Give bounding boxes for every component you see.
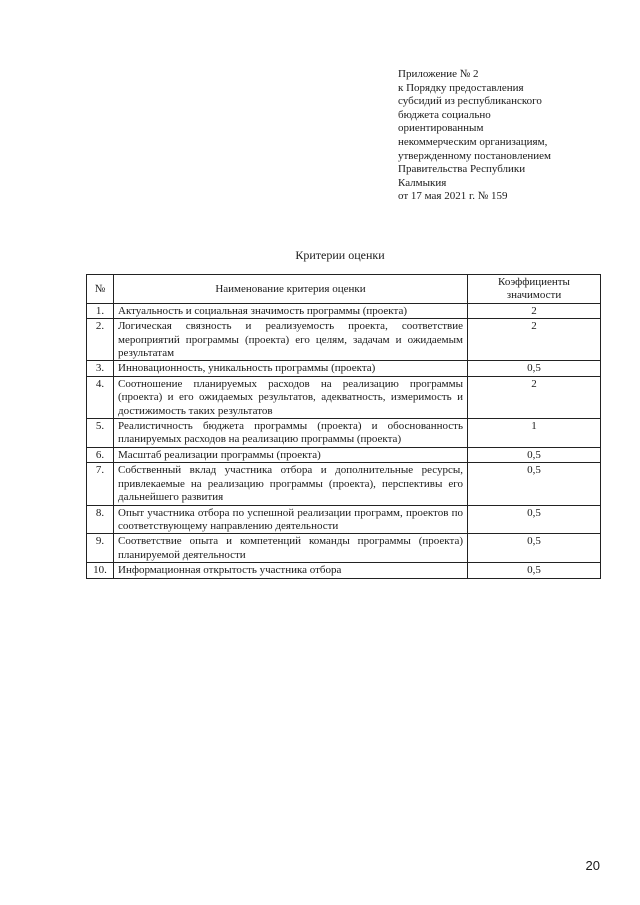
appendix-line: ориентированным: [398, 122, 484, 135]
table-row: [87, 419, 601, 448]
appendix-line: Правительства Республики: [398, 163, 526, 176]
table-row: [87, 447, 601, 462]
table-header-row: [87, 275, 601, 304]
coefficient-value: 0,5: [468, 505, 601, 534]
coefficient-value: 0,5: [468, 463, 601, 505]
criterion-name: Инновационность, уникальность программы (проекта): [114, 361, 468, 376]
row-number: 7.: [87, 463, 114, 505]
table-row: [87, 361, 601, 376]
appendix-line: Калмыкия: [398, 176, 447, 189]
criterion-name: Масштаб реализации программы (проекта): [114, 447, 468, 462]
header-criterion-name: Наименование критерия оценки: [114, 275, 468, 304]
appendix-line: утвержденному постановлением: [398, 149, 551, 162]
appendix-block: [398, 68, 598, 204]
row-number: 6.: [87, 447, 114, 462]
row-number: 2.: [87, 319, 114, 361]
header-coefficient: Коэффициенты значимости: [468, 275, 601, 304]
coefficient-value: 1: [468, 419, 601, 448]
table-row: [87, 563, 601, 578]
table-row: [87, 534, 601, 563]
criterion-name: Логическая связность и реализуемость проекта, соответствие мероприятий программы (проекта) его целям, задачам и ожидаемым результатам: [114, 319, 468, 361]
coefficient-value: 0,5: [468, 534, 601, 563]
coefficient-value: 2: [468, 376, 601, 418]
coefficient-value: 0,5: [468, 447, 601, 462]
criterion-name: Реалистичность бюджета программы (проекта) и обоснованность планируемых расходов на реализацию программы (проекта): [114, 419, 468, 448]
criterion-name: Соотношение планируемых расходов на реализацию программы (проекта) и его ожидаемых результатов, адекватность, измеримость и достижимость таких результатов: [114, 376, 468, 418]
appendix-line: субсидий из республиканского: [398, 95, 542, 108]
document-title: Критерии оценки: [295, 248, 385, 262]
row-number: 9.: [87, 534, 114, 563]
row-number: 1.: [87, 303, 114, 318]
criterion-name: Информационная открытость участника отбора: [114, 563, 468, 578]
criteria-table: [86, 274, 601, 579]
header-number: №: [87, 275, 114, 304]
table-row: [87, 303, 601, 318]
criteria-table-body: [87, 303, 601, 578]
criterion-name: Актуальность и социальная значимость программы (проекта): [114, 303, 468, 318]
table-row: [87, 505, 601, 534]
row-number: 5.: [87, 419, 114, 448]
coefficient-value: 2: [468, 319, 601, 361]
appendix-line: некоммерческим организациям,: [398, 135, 548, 148]
row-number: 10.: [87, 563, 114, 578]
criterion-name: Опыт участника отбора по успешной реализации программ, проектов по соответствующему направлению деятельности: [114, 505, 468, 534]
criterion-name: Соответствие опыта и компетенций команды программы (проекта) планируемой деятельности: [114, 534, 468, 563]
row-number: 8.: [87, 505, 114, 534]
row-number: 4.: [87, 376, 114, 418]
appendix-line: от 17 мая 2021 г. № 159: [398, 190, 508, 203]
coefficient-value: 2: [468, 303, 601, 318]
criterion-name: Собственный вклад участника отбора и дополнительные ресурсы, привлекаемые на реализацию программы (проекта), перспективы его дальнейшего развития: [114, 463, 468, 505]
table-row: [87, 463, 601, 505]
appendix-line: Приложение № 2: [398, 68, 479, 80]
page-number: 20: [585, 858, 600, 873]
coefficient-value: 0,5: [468, 563, 601, 578]
table-row: [87, 319, 601, 361]
appendix-line: к Порядку предоставления: [398, 81, 524, 94]
row-number: 3.: [87, 361, 114, 376]
coefficient-value: 0,5: [468, 361, 601, 376]
table-row: [87, 376, 601, 418]
appendix-line: бюджета социально: [398, 108, 491, 121]
